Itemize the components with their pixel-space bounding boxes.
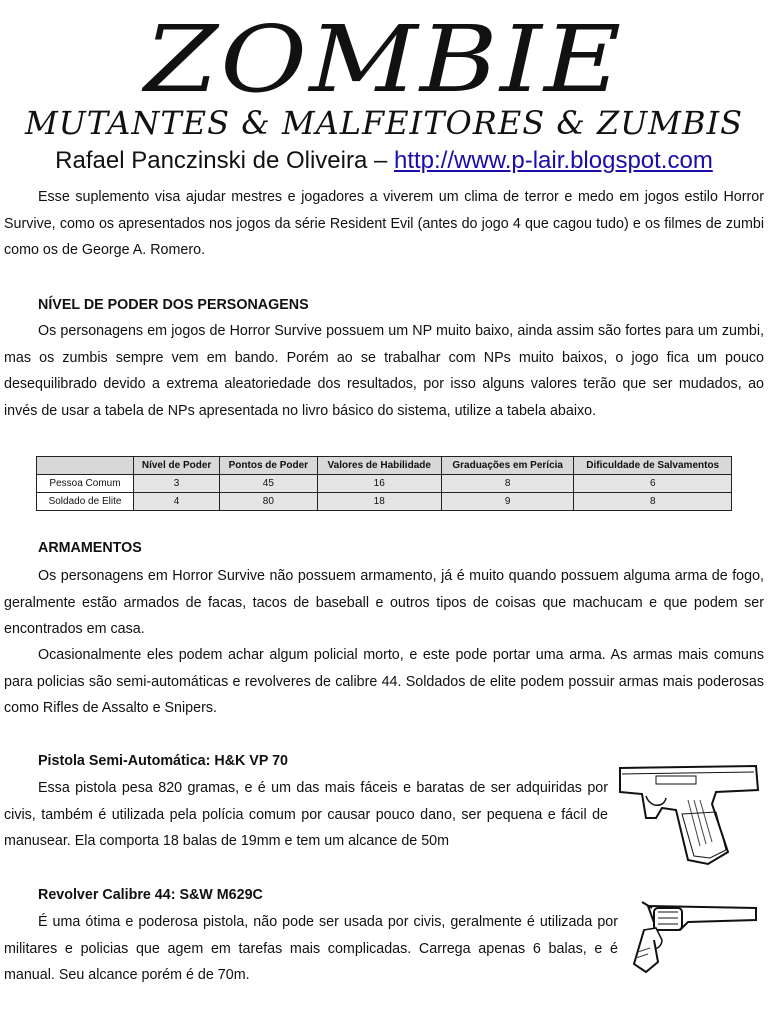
author-name: Rafael Panczinski de Oliveira – [55,147,394,174]
intro-paragraph: Esse suplemento visa ajudar mestres e jogadores a viverem um clima de terror e medo em jogos estilo Horror Survive, como os apresentados nos jogos da série Resident Evil (antes do jogo 4 que cagou tudo) e os filmes de zumbi como os de George A. Romero. [4,189,764,258]
author-line [0,143,768,179]
table-row [37,493,732,511]
table-header: Dificuldade de Salvamentos [574,457,732,475]
table-header-row [37,457,732,475]
table-cell: Soldado de Elite [37,493,134,511]
power-heading: NÍVEL DE PODER DOS PERSONAGENS [38,297,309,313]
document-title: ZOMBIE [144,6,624,113]
table-header [37,457,134,475]
table-header: Pontos de Poder [220,457,317,475]
revolver-paragraph: É uma ótima e poderosa pistola, não pode ser usada por civis, geralmente é utilizada por militares e policias que agem em tarefas mais complicadas. Carrega apenas 6 balas, e é manual. Seu alcance porém é de 70m. [4,914,618,983]
pistol-heading: Pistola Semi-Automática: H&K VP 70 [38,753,288,769]
pistol-illustration [616,760,762,866]
np-table [36,456,732,511]
document-subtitle: MUTANTES & MALFEITORES & ZUMBIS [24,104,744,142]
table-header: Graduações em Perícia [441,457,574,475]
power-paragraph: Os personagens em jogos de Horror Survive possuem um NP muito baixo, ainda assim são fortes para um zumbi, mas os zumbis sempre vem em bando. Porém ao se trabalhar com NPs muito baixos, o jogo fica um pouco desequilibrado devido a extrema aleatoriedade dos resultados, por isso alguns valores terão que ser mudados, ao invés de usar a tabela de NPs apresentada no livro básico do sistema, utilize a tabela abaixo. [4,323,764,419]
table-header: Nível de Poder [134,457,220,475]
pistol-paragraph: Essa pistola pesa 820 gramas, e é um das mais fáceis e baratas de ser adquiridas por civis, também é utilizada pela polícia comum por causar pouco dano, ser pequena e fácil de manusear. Ela comporta 18 balas de 19mm e tem um alcance de 50m [4,780,608,849]
table-cell: 8 [574,493,732,511]
table-cell: 16 [317,475,441,493]
table-cell: 45 [220,475,317,493]
table-cell: 4 [134,493,220,511]
revolver-heading: Revolver Calibre 44: S&W M629C [38,887,263,903]
table-cell: 8 [441,475,574,493]
table-cell: 3 [134,475,220,493]
blog-link[interactable]: http://www.p-lair.blogspot.com [394,147,713,174]
table-cell: 18 [317,493,441,511]
table-cell: Pessoa Comum [37,475,134,493]
table-cell: 80 [220,493,317,511]
table-cell: 9 [441,493,574,511]
weapons-heading: ARMAMENTOS [38,540,142,556]
table-cell: 6 [574,475,732,493]
table-header: Valores de Habilidade [317,457,441,475]
weapons-paragraph-2: Ocasionalmente eles podem achar algum policial morto, e este pode portar uma arma. As armas mais comuns para policias são semi-automáticas e revolveres de calibre 44. Soldados de elite podem possuir armas mais poderosas como Rifles de Assalto e Snipers. [4,647,764,716]
table-row [37,475,732,493]
weapons-paragraph-1: Os personagens em Horror Survive não possuem armamento, já é muito quando possuem alguma arma de fogo, geralmente estão armados de facas, tacos de baseball e outros tipos de coisas que machucam e que podem ser encontrados em casa. [4,568,764,637]
revolver-illustration [628,896,760,974]
